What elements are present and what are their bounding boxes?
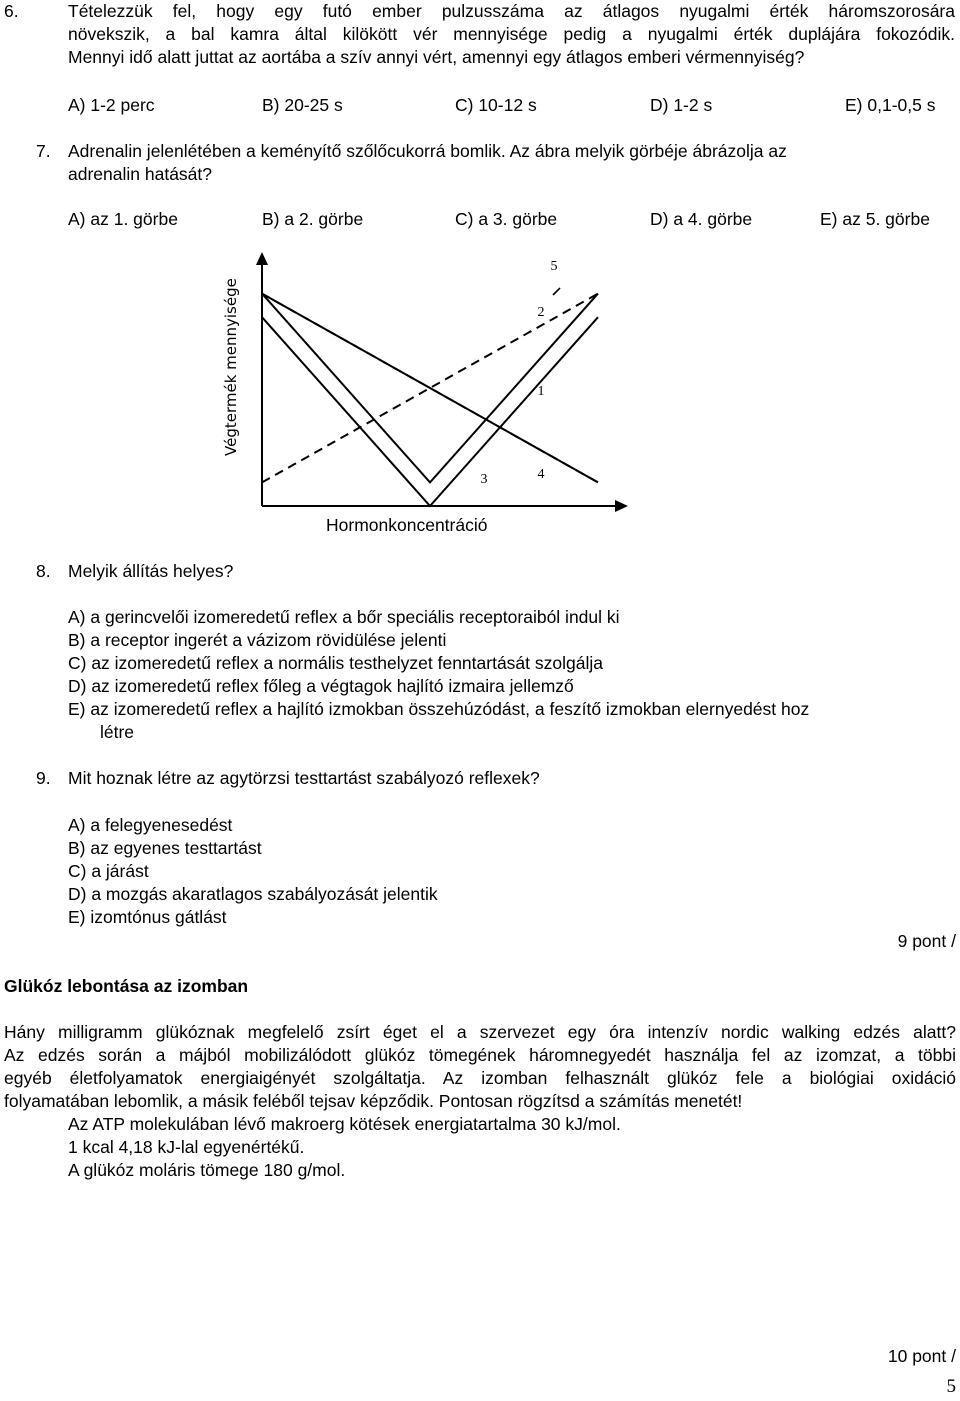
q7-option-e: E) az 5. görbe — [820, 209, 930, 229]
section-data-2: 1 kcal 4,18 kJ-lal egyenértékű. — [68, 1137, 305, 1157]
curve-2 — [262, 317, 598, 506]
page-number: 5 — [946, 1376, 956, 1397]
curve-label-2: 2 — [537, 305, 545, 320]
curve-label-4: 4 — [537, 467, 545, 482]
q6-option-a: A) 1-2 perc — [68, 95, 155, 115]
q8-number: 8. — [36, 561, 51, 581]
q6-option-d: D) 1-2 s — [650, 95, 713, 115]
hormone-chart — [0, 230, 960, 550]
q8-option-e: E) az izomeredetű reflex a hajlító izmokban összehúzódást, a feszítő izmokban elernyedést hoz — [68, 699, 810, 719]
q7-line-1: Adrenalin jelenlétében a keményítő szőlőcukorrá bomlik. Az ábra melyik görbéje ábrázolja az — [68, 141, 787, 161]
section-para-3: egyéb életfolyamatok energiaigényét szolgáltatja. Az izomban felhasznált glükóz fele a biológiai oxidáció — [4, 1068, 956, 1088]
q7-number: 7. — [36, 141, 51, 161]
q9-option-b: B) az egyenes testtartást — [68, 838, 262, 858]
y-axis-title: Végtermék mennyisége — [222, 278, 240, 456]
section-data-1: Az ATP molekulában lévő makroerg kötések energiatartalma 30 kJ/mol. — [68, 1114, 621, 1134]
y-axis-arrow — [256, 252, 268, 265]
q9-points: 9 pont / — [897, 931, 956, 951]
curve-label-1: 1 — [537, 384, 545, 399]
q6-number: 6. — [4, 1, 19, 21]
x-axis-title: Hormonkoncentráció — [326, 515, 488, 535]
q9-question: Mit hoznak létre az agytörzsi testtartást szabályozó reflexek? — [68, 768, 540, 788]
section-para-1: Hány milligramm glükóznak megfelelő zsírt éget el a szervezet egy óra intenzív nordic walking edzés alatt? — [4, 1022, 956, 1042]
q6-option-b: B) 20-25 s — [262, 95, 343, 115]
curve-label-5: 5 — [550, 259, 558, 274]
q8-option-c: C) az izomeredetű reflex a normális testhelyzet fenntartását szolgálja — [68, 653, 603, 673]
q6-line-1: Tételezzük fel, hogy egy futó ember pulzusszáma az átlagos nyugalmi érték háromszorosára — [68, 1, 955, 21]
q6-option-c: C) 10-12 s — [455, 95, 537, 115]
q9-option-d: D) a mozgás akaratlagos szabályozását jelentik — [68, 884, 438, 904]
q8-option-b: B) a receptor ingerét a vázizom rövidülése jelenti — [68, 630, 447, 650]
q6-line-3: Mennyi idő alatt juttat az aortába a szív annyi vért, amennyi egy átlagos emberi vérmennyiség? — [68, 47, 805, 67]
section-points: 10 pont / — [887, 1346, 956, 1366]
x-axis-arrow — [615, 500, 628, 512]
q9-option-a: A) a felegyenesedést — [68, 815, 233, 835]
q9-option-e: E) izomtónus gátlást — [68, 907, 227, 927]
chart-curves — [262, 294, 598, 506]
section-data-3: A glükóz moláris tömege 180 g/mol. — [68, 1160, 346, 1180]
q9-option-c: C) a járást — [68, 861, 149, 881]
q6-option-e: E) 0,1-0,5 s — [845, 95, 936, 115]
section-title: Glükóz lebontása az izomban — [4, 976, 249, 996]
section-para-4: folyamatában lebomlik, a másik feléből tejsav képződik. Pontosan rögzítsd a számítás menetét! — [4, 1091, 743, 1111]
curve-label-3: 3 — [480, 472, 488, 487]
q6-line-2: növekszik, a bal kamra által kilökött vér mennyisége pedig a nyugalmi érték duplájára fokozódik. — [68, 24, 955, 44]
curve-3 — [262, 294, 598, 483]
q7-option-b: B) a 2. görbe — [262, 209, 364, 229]
q8-option-a: A) a gerincvelői izomeredetű reflex a bőr speciális receptoraiból indul ki — [68, 607, 620, 627]
curve-label-2-connector — [553, 288, 560, 295]
q8-option-d: D) az izomeredetű reflex főleg a végtagok hajlító izmaira jellemző — [68, 676, 574, 696]
q8-question: Melyik állítás helyes? — [68, 561, 234, 581]
section-para-2: Az edzés során a májból mobilizálódott glükóz tömegének háromnegyedét használja fel az izomzat, a többi — [4, 1045, 956, 1065]
q7-option-c: C) a 3. görbe — [455, 209, 558, 229]
q7-option-d: D) a 4. görbe — [650, 209, 753, 229]
q7-line-2: adrenalin hatását? — [68, 164, 212, 184]
q9-number: 9. — [36, 768, 51, 788]
q7-option-a: A) az 1. görbe — [68, 209, 178, 229]
q8-option-e-cont: létre — [100, 722, 135, 742]
